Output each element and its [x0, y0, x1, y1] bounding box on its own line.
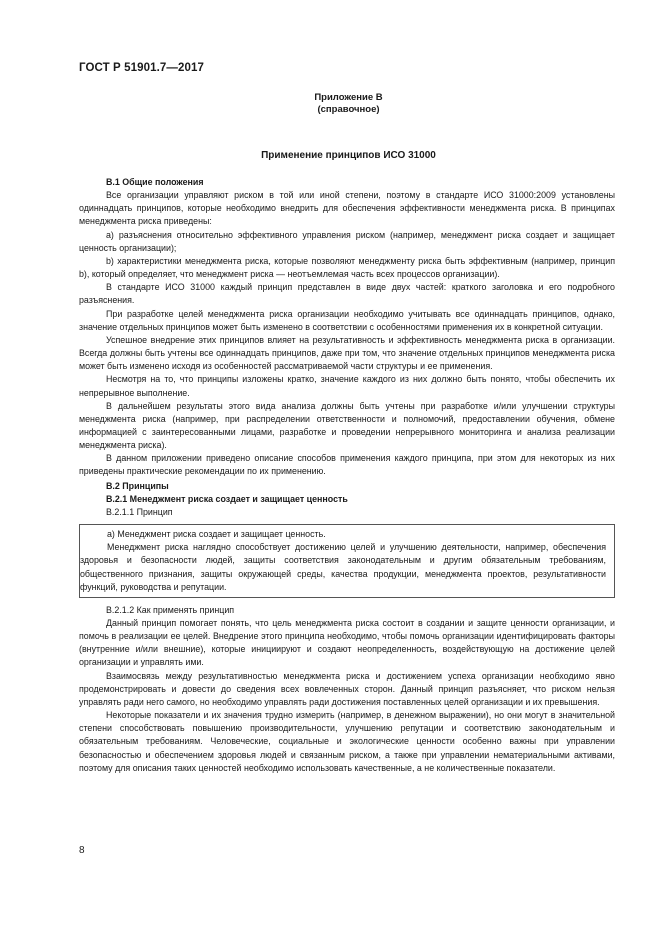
section-heading-b1: В.1 Общие положения [106, 177, 204, 187]
appendix-label [0, 92, 661, 116]
document-body [79, 176, 615, 775]
paragraph: В стандарте ИСО 31000 каждый принцип представлен в виде двух частей: краткого заголовка и его подробного разъяснения. [79, 282, 615, 306]
appendix-type: (справочное) [317, 104, 380, 115]
document-header: ГОСТ Р 51901.7—2017 [79, 62, 204, 74]
paragraph: Несмотря на то, что принципы изложены кратко, значение каждого из них должно быть понято, чтобы обеспечить их непрерывное выполнение. [79, 374, 615, 398]
appendix-title: Приложение В [314, 92, 383, 103]
list-item-b: b) характеристики менеджмента риска, которые позволяют менеджменту риска быть эффективным (например, принцип b), который определяет, что менеджмент риска — неотъемлемая часть всех процессов организации). [79, 255, 615, 280]
subsection-b211: В.2.1.1 Принцип [106, 506, 173, 517]
paragraph: Все организации управляют риском в той или иной степени, поэтому в стандарте ИСО 31000:2009 установлены одиннадцать принципов, которые необходимо внедрить для обеспечения эффективности менеджмента риска. В принципах менеджмента риска приведены: [79, 190, 615, 227]
principle-box [79, 524, 615, 598]
principle-description: Менеджмент риска наглядно способствует достижению целей и улучшению деятельности, например, обеспечения здоровья и безопасности людей, защиты соответствия законодательным и другим обязательным требованиям, общественного признания, защиты окружающей среды, качества продукции, менеджмента проектов, результативности функций, руководства и репутации. [80, 542, 606, 592]
paragraph: В данном приложении приведено описание способов применения каждого принципа, при этом для некоторых из них приведены практические рекомендации по их применению. [79, 453, 615, 477]
paragraph: В дальнейшем результаты этого вида анализа должны быть учтены при разработке и/или улучшении структуры менеджмента риска (например, при распределении ответственности и полномочий, предоставлении обучения, обмене информацией с заинтересованными лицами, разработке и проведении непрерывного мониторинга и анализа реализации менеджмента риска). [79, 400, 615, 451]
paragraph: При разработке целей менеджмента риска организации необходимо учитывать все одиннадцать принципов, однако, значение отдельных принципов может быть изменено в соответствии с особенностями применения их в конкретной ситуации. [79, 308, 615, 332]
section-heading-b2: В.2 Принципы [106, 480, 169, 491]
appendix-heading: Применение принципов ИСО 31000 [261, 150, 436, 161]
paragraph: Данный принцип помогает понять, что цель менеджмента риска состоит в создании и защите ценности организации, и помочь в реализации ее целей. Внедрение этого принципа необходимо, чтобы помочь организации идентифицировать факторы (внутренние и/или внешние), которые инициируют и создают неопределенность, воздействующую на достижение целей организации и управлять ими. [79, 618, 615, 668]
page-number: 8 [79, 845, 85, 856]
paragraph: Успешное внедрение этих принципов влияет на результативность и эффективность менеджмента риска в организации. Всегда должны быть учтены все одиннадцать принципов, даже при том, что значение отдельных принципов менеджмента риска может быть изменено исходя из особенностей рассматриваемой части структуры и ее применения. [79, 334, 615, 372]
principle-statement: а) Менеджмент риска создает и защищает ценность. [107, 529, 326, 540]
subsection-b212: В.2.1.2 Как применять принцип [106, 604, 235, 615]
paragraph: Взаимосвязь между результативностью менеджмента риска и достижением успеха организации необходимо явно продемонстрировать и довести до сведения всех вовлеченных сторон. Данный принцип разъясняет, что риском нельзя управлять ради него самого, но необходимо управлять ради достижения поставленных целей организации и их превышения. [79, 670, 615, 707]
paragraph: Некоторые показатели и их значения трудно измерить (например, в денежном выражении), но они могут в значительной степени способствовать повышению производительности, улучшению репутации и соответствию законодательным и обязательным требованиям. Человеческие, социальные и экологические ценности особенно важны при управлении безопасностью и обеспечением здоровья людей и связанным риском, а также при управлении нематериальными активами, поэтому для описания таких ценностей необходимо использовать качественные, а не количественные показатели. [79, 710, 615, 773]
subsection-heading-b21: В.2.1 Менеджмент риска создает и защищает ценность [106, 493, 348, 504]
list-item-a: а) разъяснения относительно эффективного управления риском (например, менеджмент риска создает и защищает ценность организации); [79, 229, 615, 253]
